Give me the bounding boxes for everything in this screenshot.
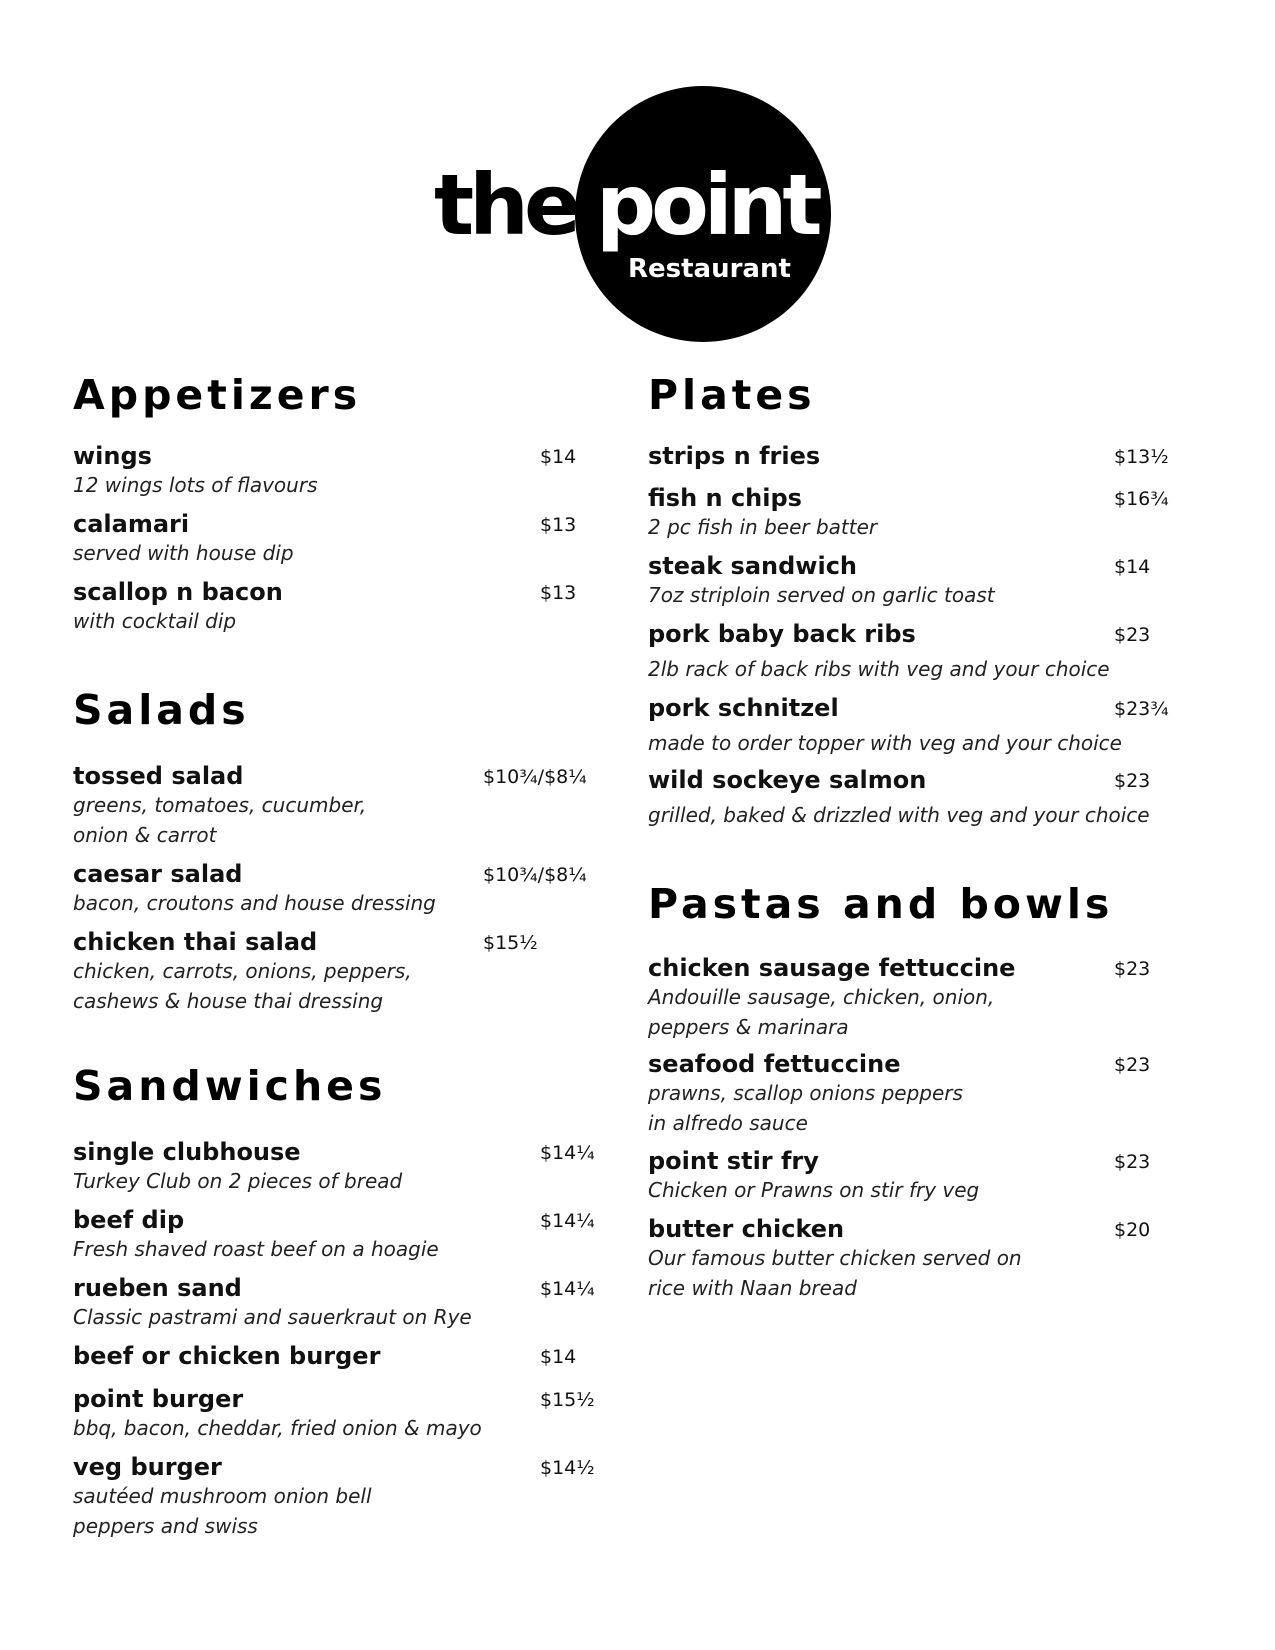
sandwiches-heading: Sandwiches	[73, 1062, 387, 1110]
menu-item-name: chicken thai salad	[73, 928, 318, 956]
menu-item-description: Andouille sausage, chicken, onion,	[648, 985, 995, 1009]
menu-item-price: $14	[1114, 556, 1151, 578]
menu-item-name: scallop n bacon	[73, 578, 283, 606]
menu-item-price: $13	[540, 514, 577, 536]
menu-item-name: wild sockeye salmon	[648, 766, 927, 794]
menu-item-price: $15½	[540, 1389, 595, 1411]
menu-item-description: Turkey Club on 2 pieces of bread	[73, 1169, 403, 1193]
menu-item-name: pork baby back ribs	[648, 620, 916, 648]
menu-item-description: peppers & marinara	[648, 1015, 849, 1039]
menu-item-price: $23¾	[1114, 698, 1169, 720]
menu-item-description: sautéed mushroom onion bell	[73, 1484, 372, 1508]
menu-item-price: $23	[1114, 958, 1151, 980]
menu-item-description: Our famous butter chicken served on	[648, 1246, 1022, 1270]
menu-item-description: grilled, baked & drizzled with veg and your choice	[648, 803, 1150, 827]
menu-item-price: $23	[1114, 770, 1151, 792]
menu-item-description: 12 wings lots of flavours	[73, 473, 318, 497]
pastas-heading: Pastas and bowls	[648, 880, 1114, 928]
menu-item-price: $14	[540, 446, 577, 468]
menu-item-description: served with house dip	[73, 541, 294, 565]
menu-item-description: made to order topper with veg and your choice	[648, 731, 1122, 755]
menu-item-name: caesar salad	[73, 860, 243, 888]
logo-word-the: the	[434, 156, 576, 254]
menu-item-description: cashews & house thai dressing	[73, 989, 384, 1013]
menu-item-name: fish n chips	[648, 484, 802, 512]
menu-item-name: calamari	[73, 510, 190, 538]
menu-item-price: $14½	[540, 1457, 595, 1479]
menu-item-description: onion & carrot	[73, 823, 217, 847]
menu-item-price: $23	[1114, 1054, 1151, 1076]
menu-item-price: $23	[1114, 624, 1151, 646]
menu-item-description: 7oz striploin served on garlic toast	[648, 583, 995, 607]
menu-item-name: veg burger	[73, 1453, 222, 1481]
menu-item-description: Chicken or Prawns on stir fry veg	[648, 1178, 980, 1202]
menu-item-price: $14¼	[540, 1210, 595, 1232]
menu-item-description: bbq, bacon, cheddar, fried onion & mayo	[73, 1416, 482, 1440]
menu-item-price: $23	[1114, 1151, 1151, 1173]
appetizers-heading: Appetizers	[73, 371, 362, 419]
menu-item-price: $14	[540, 1346, 577, 1368]
plates-heading: Plates	[648, 371, 816, 419]
menu-item-description: 2 pc fish in beer batter	[648, 515, 878, 539]
menu-item-name: single clubhouse	[73, 1138, 301, 1166]
menu-item-price: $16¾	[1114, 488, 1169, 510]
menu-item-price: $10¾/$8¼	[483, 766, 587, 788]
menu-item-name: point burger	[73, 1385, 244, 1413]
menu-item-name: rueben sand	[73, 1274, 242, 1302]
menu-item-price: $15½	[483, 932, 538, 954]
menu-item-name: point stir fry	[648, 1147, 819, 1175]
menu-item-description: with cocktail dip	[73, 609, 237, 633]
menu-item-description: rice with Naan bread	[648, 1276, 857, 1300]
menu-item-name: wings	[73, 442, 152, 470]
logo-word-point: point	[596, 156, 818, 254]
menu-item-description: 2lb rack of back ribs with veg and your choice	[648, 657, 1110, 681]
menu-item-description: prawns, scallop onions peppers	[648, 1081, 963, 1105]
menu-item-description: chicken, carrots, onions, peppers,	[73, 959, 412, 983]
menu-item-description: peppers and swiss	[73, 1514, 258, 1538]
menu-item-description: Classic pastrami and sauerkraut on Rye	[73, 1305, 472, 1329]
menu-item-price: $14¼	[540, 1142, 595, 1164]
menu-item-name: pork schnitzel	[648, 694, 839, 722]
menu-item-name: butter chicken	[648, 1215, 845, 1243]
salads-heading: Salads	[73, 686, 250, 734]
menu-item-name: steak sandwich	[648, 552, 858, 580]
menu-item-name: chicken sausage fettuccine	[648, 954, 1016, 982]
menu-item-name: beef dip	[73, 1206, 185, 1234]
menu-item-description: greens, tomatoes, cucumber,	[73, 793, 367, 817]
menu-item-name: beef or chicken burger	[73, 1342, 381, 1370]
menu-item-name: seafood fettuccine	[648, 1050, 901, 1078]
menu-item-price: $13	[540, 582, 577, 604]
menu-item-description: bacon, croutons and house dressing	[73, 891, 436, 915]
menu-item-price: $20	[1114, 1219, 1151, 1241]
menu-item-price: $13½	[1114, 446, 1169, 468]
menu-item-price: $14¼	[540, 1278, 595, 1300]
menu-item-name: tossed salad	[73, 762, 244, 790]
menu-item-description: in alfredo sauce	[648, 1111, 808, 1135]
logo-subtitle: Restaurant	[628, 254, 791, 284]
menu-item-price: $10¾/$8¼	[483, 864, 587, 886]
menu-item-description: Fresh shaved roast beef on a hoagie	[73, 1237, 439, 1261]
restaurant-logo	[0, 0, 1275, 360]
menu-item-name: strips n fries	[648, 442, 821, 470]
